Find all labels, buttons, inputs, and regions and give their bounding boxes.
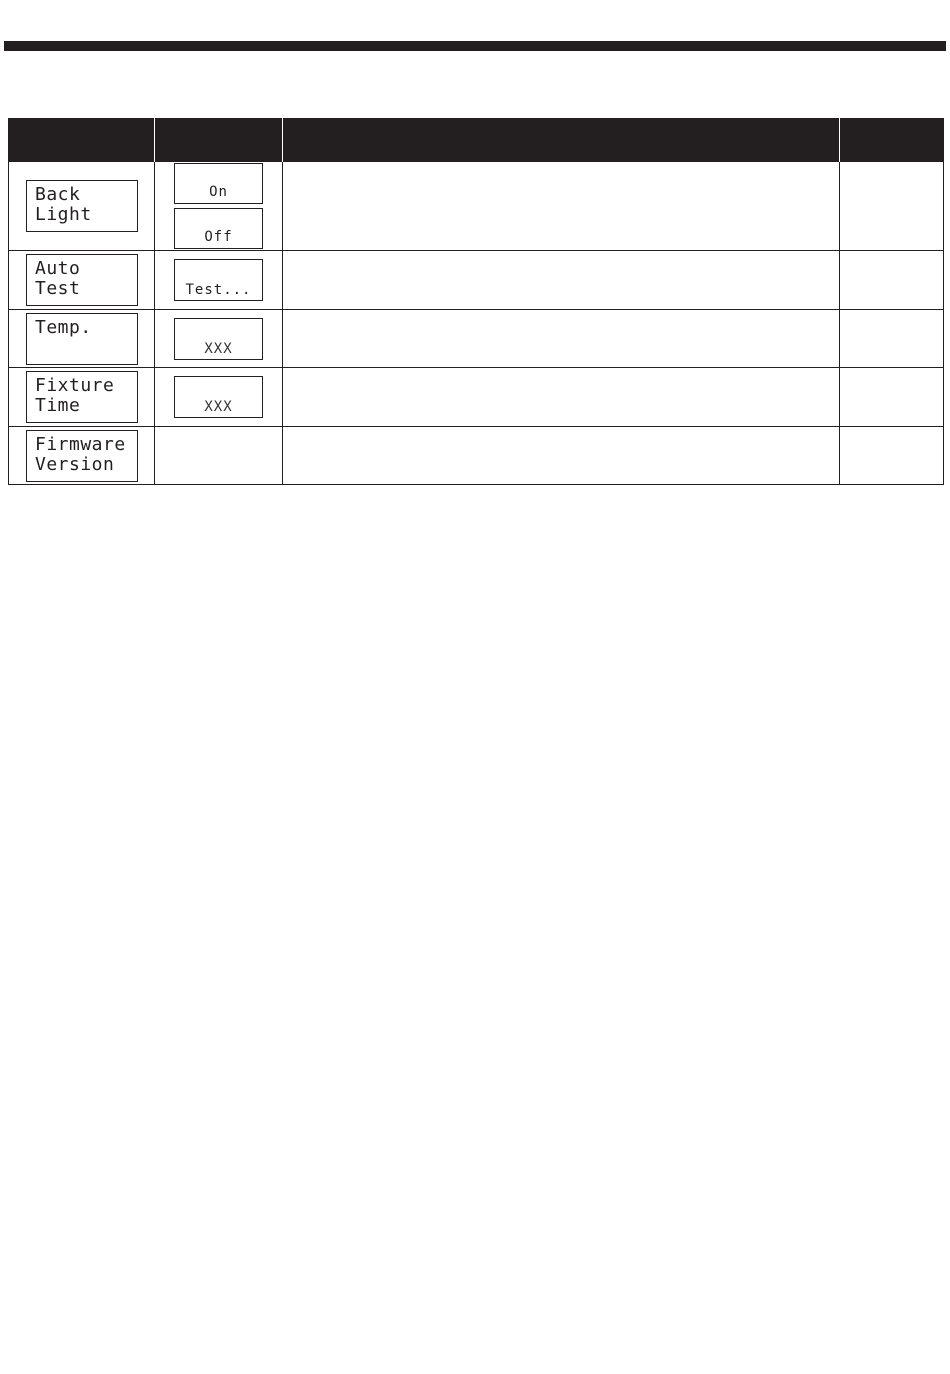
- table-row-back-light: [9, 162, 944, 251]
- lcd-menu-line: Firmware: [35, 433, 126, 455]
- table-row-temp: [9, 310, 944, 368]
- description-cell: [283, 162, 840, 251]
- top-rule: [4, 41, 946, 51]
- menu-cell: [9, 162, 155, 251]
- lcd-value-display: On: [174, 163, 263, 204]
- header-cell-menu: [9, 118, 155, 162]
- note-cell: [840, 310, 944, 368]
- menu-table: [8, 118, 944, 485]
- menu-cell: [9, 251, 155, 310]
- lcd-menu-display: [26, 254, 138, 306]
- description-cell: [283, 427, 840, 485]
- lcd-menu-line: Auto: [35, 258, 81, 279]
- lcd-value-display: Off: [174, 208, 263, 249]
- lcd-menu-line: Test: [35, 278, 81, 299]
- table-row-fixture-time: [9, 368, 944, 427]
- lcd-value-display: Test...: [174, 259, 263, 301]
- table-header: [9, 118, 944, 162]
- lcd-menu-display: [26, 313, 138, 365]
- setting-cell: [155, 427, 283, 485]
- note-cell: [840, 251, 944, 310]
- note-cell: [840, 368, 944, 427]
- setting-cell: [155, 251, 283, 310]
- menu-cell: [9, 310, 155, 368]
- lcd-menu-line: Time: [35, 395, 81, 416]
- lcd-menu-line: Temp.: [35, 316, 92, 338]
- description-cell: [283, 368, 840, 427]
- description-cell: [283, 310, 840, 368]
- lcd-menu-display: [26, 180, 138, 232]
- table-row-auto-test: [9, 251, 944, 310]
- setting-cell: [155, 310, 283, 368]
- menu-cell: [9, 368, 155, 427]
- header-cell-description: [283, 118, 840, 162]
- note-cell: [840, 427, 944, 485]
- lcd-menu-line: Version: [35, 453, 115, 475]
- lcd-menu-display: [26, 371, 138, 423]
- setting-cell: [155, 368, 283, 427]
- header-cell-note: [840, 118, 944, 162]
- lcd-value-display: XXX: [174, 376, 263, 418]
- menu-cell: [9, 427, 155, 485]
- lcd-value-display: XXX: [174, 318, 263, 360]
- description-cell: [283, 251, 840, 310]
- note-cell: [840, 162, 944, 251]
- header-cell-setting: [155, 118, 283, 162]
- lcd-menu-line: Light: [35, 204, 92, 225]
- lcd-menu-display: [26, 430, 138, 482]
- setting-cell: [155, 162, 283, 251]
- lcd-menu-line: Fixture: [35, 375, 115, 396]
- table-row-firmware-version: [9, 427, 944, 485]
- lcd-menu-line: Back: [35, 184, 81, 205]
